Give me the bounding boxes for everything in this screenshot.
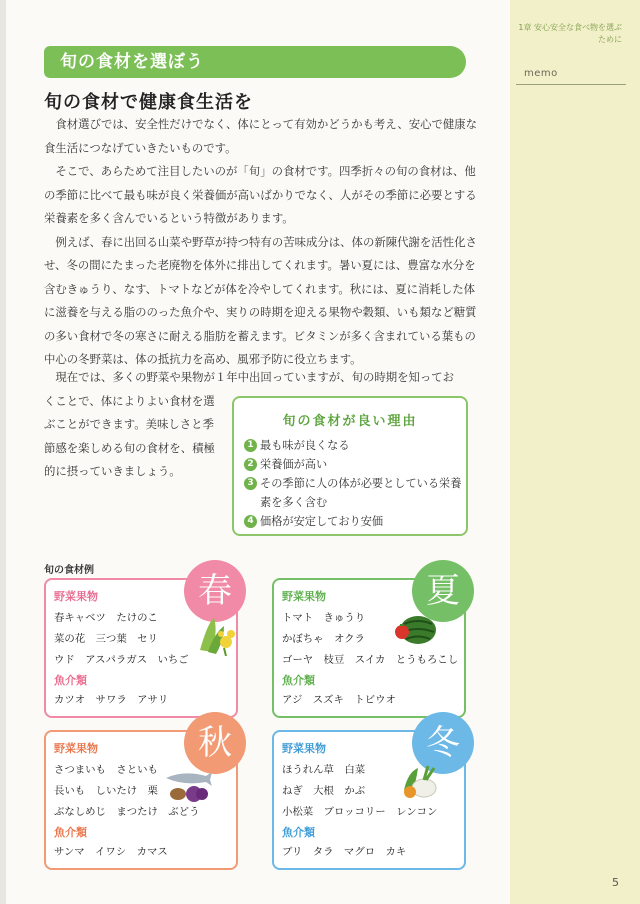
list-item: ほうれん草 白菜: [282, 764, 366, 776]
winter-kanji-badge: 冬: [412, 712, 474, 774]
spring-fish-label: 魚介類: [54, 674, 87, 687]
paragraph-2: そこで、あらためて注目したいのが「旬」の食材です。四季折々の旬の食材は、他の季節に比べて最も味が良く栄養価が高いばかりでなく、人がその季節に必要とする栄養素を多く含んでいるという特徴があります。: [44, 164, 477, 225]
autumn-box: [44, 723, 238, 870]
winter-fish-list: ブリ タラ マグロ カキ: [282, 846, 407, 858]
spring-fish-list: カツオ サワラ アサリ: [54, 694, 169, 706]
reason-item: [244, 455, 470, 474]
memo-label: memo: [524, 68, 558, 79]
memo-divider: [516, 84, 626, 85]
reasons-list: [244, 436, 470, 531]
reason-text: 最も味が良くなる: [260, 439, 350, 452]
summer-box: [272, 571, 466, 718]
spring-veg-label: 野菜果物: [54, 590, 98, 603]
memo-sidebar: [510, 0, 640, 904]
reason-item: [244, 512, 470, 531]
list-item: 菜の花 三つ葉 セリ: [54, 633, 158, 645]
autumn-foods-illustration: [164, 768, 214, 804]
spring-kanji-badge: 春: [184, 560, 246, 622]
paragraph-4-line-1: 現在では、多くの野菜や果物が１年中出回っていますが、旬の時期を知ってお: [55, 370, 455, 384]
summer-vegetables-illustration: [394, 606, 444, 646]
paragraph-1: 食材選びでは、安全性だけでなく、体にとって有効かどうかも考え、安心で健康な食生活につなげていきたいものです。: [44, 117, 478, 155]
list-item: さつまいも さといも: [54, 764, 158, 776]
summer-fish-label: 魚介類: [282, 674, 315, 687]
reasons-title: 旬の食材が良い理由: [282, 414, 418, 429]
autumn-fish-list: サンマ イワシ カマス: [54, 846, 168, 858]
reason-item: [244, 474, 470, 512]
autumn-kanji-badge: 秋: [184, 712, 246, 774]
list-item: ぶなしめじ まつたけ ぶどう: [54, 806, 200, 818]
number-badge: 3: [244, 477, 257, 490]
list-item: ねぎ 大根 かぶ: [282, 785, 366, 797]
spring-box: [44, 571, 238, 718]
chapter-label: 1章 安心安全な食べ物を選ぶために: [518, 23, 622, 44]
summer-fish-list: アジ スズキ トビウオ: [282, 694, 396, 706]
winter-fish-label: 魚介類: [282, 826, 315, 839]
autumn-fish-label: 魚介類: [54, 826, 87, 839]
winter-veg-label: 野菜果物: [282, 742, 326, 755]
section-title: 旬の食材を選ぼう: [44, 46, 466, 78]
summer-kanji-badge: 夏: [412, 560, 474, 622]
summer-veg-label: 野菜果物: [282, 590, 326, 603]
examples-label: 旬の食材例: [44, 565, 94, 576]
number-badge: 1: [244, 439, 257, 452]
list-item: トマト きゅうり: [282, 612, 366, 624]
reason-text: 価格が安定しており安価: [260, 515, 384, 528]
page-edge: [0, 0, 6, 904]
spring-veg-list: [54, 608, 204, 671]
number-badge: 4: [244, 515, 257, 528]
list-item: 春キャベツ たけのこ: [54, 612, 158, 624]
autumn-veg-label: 野菜果物: [54, 742, 98, 755]
paragraph-3: 例えば、春に出回る山菜や野草が持つ特有の苦味成分は、体の新陳代謝を活性化させ、冬の間にたまった老廃物を体外に排出してくれます。暑い夏には、豊富な水分を含むきゅうり、なす、トマトなどが体を冷やしてくれます。秋には、夏に消耗した体に滋養を与える脂ののった魚介や、実りの時期を迎える果物や穀類、いも類など糖質の多い食材で冬の寒さに耐える脂肪を蓄えます。ビタミンが多く含まれている葉もの中心の冬野菜は、体の抵抗力を高め、風邪予防に役立ちます。: [44, 234, 477, 366]
list-item: かぼちゃ オクラ: [282, 633, 365, 645]
number-badge: 2: [244, 458, 257, 471]
reasons-box: [232, 396, 468, 536]
body-text: [44, 113, 480, 372]
reason-item: [244, 436, 470, 455]
paragraph-4-rest: くことで、体によりよい食材を選ぶことができます。美味しさと季節感を楽しめる旬の食材を、積極的に摂っていきましょう。: [44, 393, 215, 478]
list-item: 長いも しいたけ 栗: [54, 785, 158, 797]
list-item: 小松菜 ブロッコリー レンコン: [282, 806, 438, 818]
winter-vegetables-illustration: [398, 760, 442, 800]
reason-text: 栄養価が高い: [260, 458, 328, 471]
list-item: ウド アスパラガス いちご: [54, 654, 189, 666]
winter-box: [272, 723, 466, 870]
list-item: ゴーヤ 枝豆 スイカ とうもろこし: [282, 654, 459, 666]
subheading: 旬の食材で健康食生活を: [44, 92, 253, 113]
page-number: 5: [612, 876, 619, 889]
spring-vegetables-illustration: [194, 612, 238, 656]
reason-text: その季節に人の体が必要としている栄養素を多く含む: [260, 477, 462, 509]
